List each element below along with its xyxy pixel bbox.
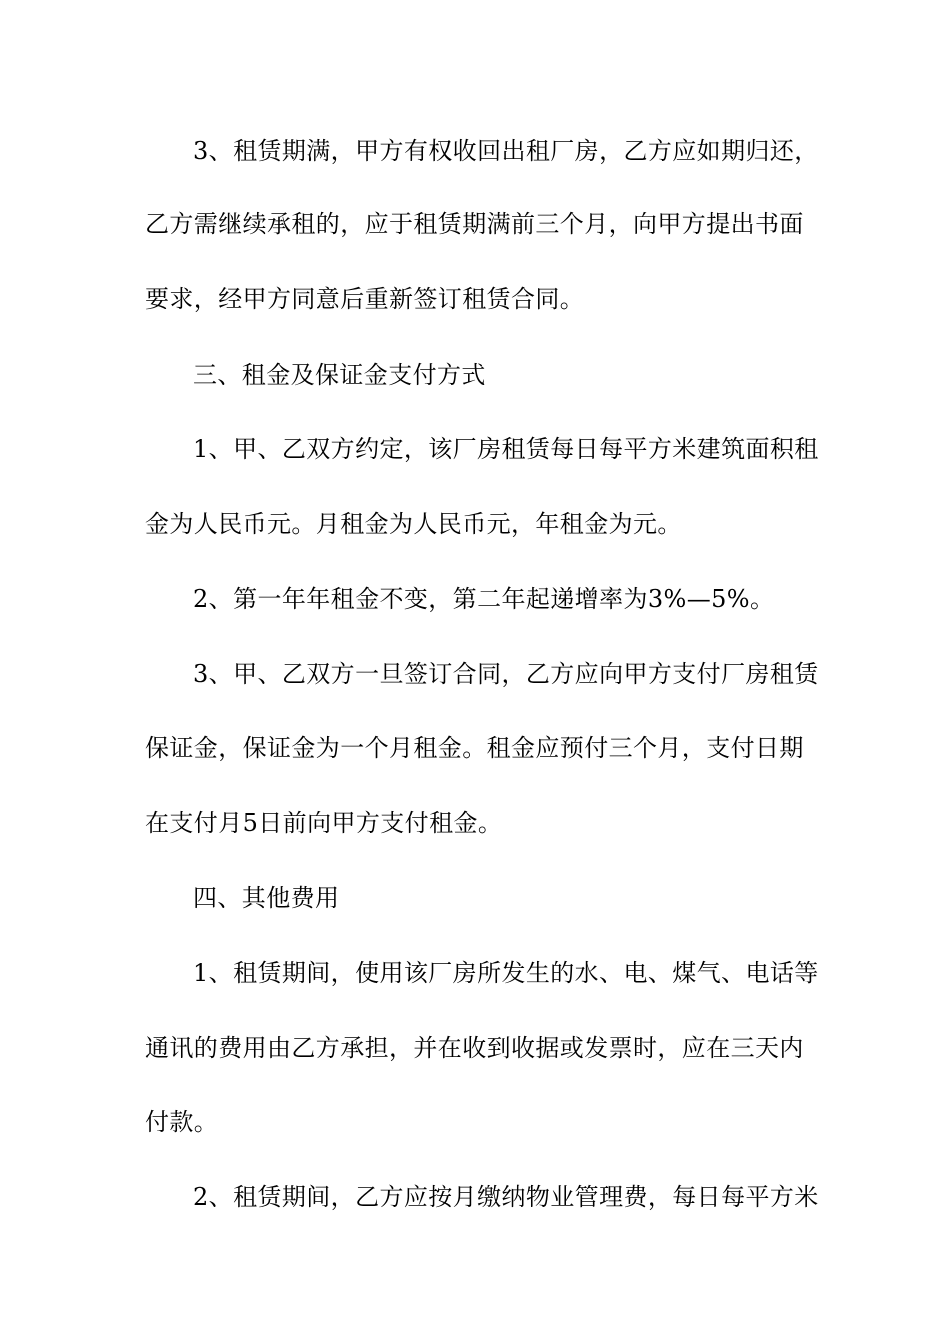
paragraph-line: 要求，经甲方同意后重新签订租赁合同。 (145, 285, 585, 313)
paragraph-line: 在支付月5日前向甲方支付租金。 (145, 809, 503, 837)
paragraph-line: 乙方需继续承租的，应于租赁期满前三个月，向甲方提出书面 (145, 210, 804, 238)
paragraph-line: 3、甲、乙双方一旦签订合同，乙方应向甲方支付厂房租赁 (193, 660, 819, 688)
paragraph-line: 通讯的费用由乙方承担，并在收到收据或发票时，应在三天内 (145, 1034, 804, 1062)
paragraph-line: 1、甲、乙双方约定，该厂房租赁每日每平方米建筑面积租 (193, 435, 819, 463)
section-heading: 三、租金及保证金支付方式 (193, 361, 486, 389)
paragraph-line: 1、租赁期间，使用该厂房所发生的水、电、煤气、电话等 (193, 959, 819, 987)
section-heading: 四、其他费用 (193, 884, 340, 912)
paragraph-line: 保证金，保证金为一个月租金。租金应预付三个月，支付日期 (145, 734, 804, 762)
paragraph-line: 2、租赁期间，乙方应按月缴纳物业管理费，每日每平方米 (193, 1183, 819, 1211)
paragraph-line: 付款。 (145, 1108, 219, 1136)
paragraph-line: 3、租赁期满，甲方有权收回出租厂房，乙方应如期归还， (193, 137, 819, 165)
paragraph-line: 金为人民币元。月租金为人民币元，年租金为元。 (145, 510, 682, 538)
paragraph-line: 2、第一年年租金不变，第二年起递增率为3%—5%。 (193, 585, 775, 613)
